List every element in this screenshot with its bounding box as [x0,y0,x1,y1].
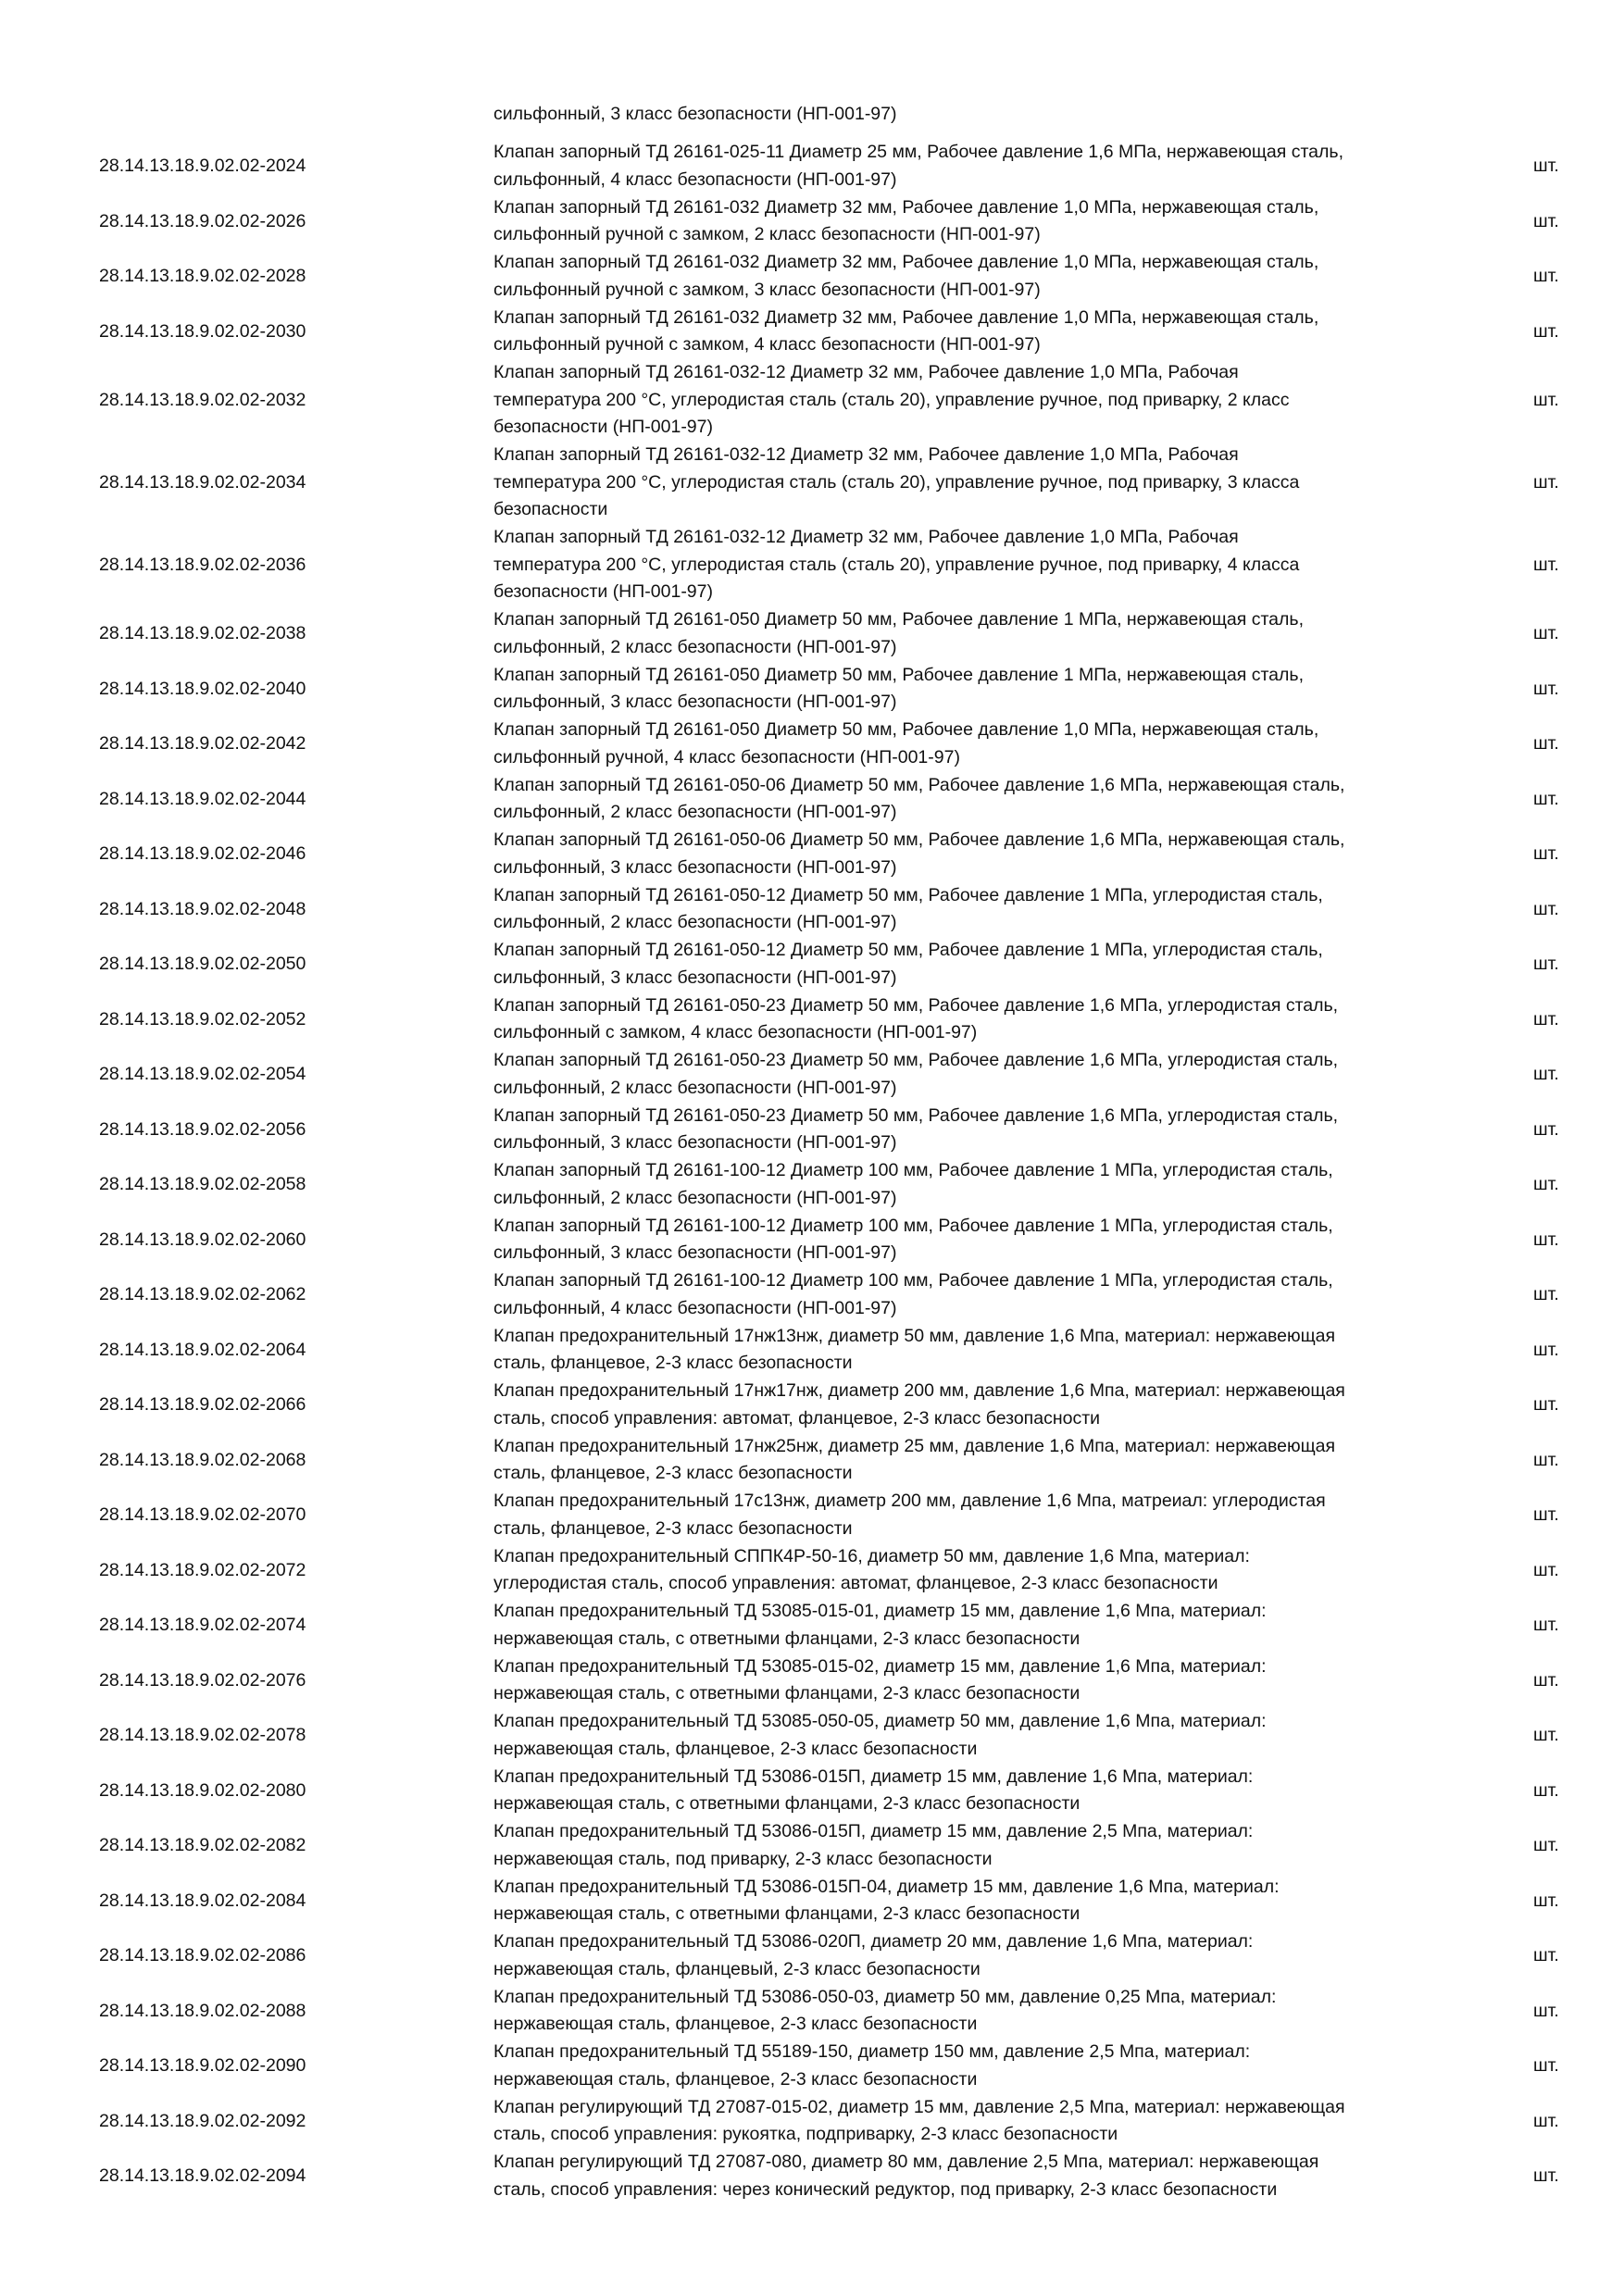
resource-description [493,2149,1493,2203]
unit-of-measure: шт. [1533,1945,1559,1966]
description-line: Клапан запорный ТД 26161-050-06 Диаметр 50 мм, Рабочее давление 1,6 МПа, нержавеющая сталь, [493,774,1345,795]
description-line: углеродистая сталь, способ управления: автомат, фланцевое, 2-3 класс безопасности [493,1573,1218,1593]
resource-description [493,1103,1493,1157]
description-line: Клапан запорный ТД 26161-050 Диаметр 50 мм, Рабочее давление 1 МПа, нержавеющая сталь, [493,664,1304,685]
table-row [0,717,1624,772]
description-line: Клапан запорный ТД 26161-025-11 Диаметр 25 мм, Рабочее давление 1,6 МПа, нержавеющая сталь, [493,142,1343,162]
resource-description [493,1433,1493,1488]
unit-of-measure: шт. [1533,1725,1559,1746]
unit-of-measure: шт. [1533,788,1559,809]
unit-of-measure: шт. [1533,1064,1559,1085]
table-row [0,1047,1624,1103]
description-line: температура 200 °С, углеродистая сталь (сталь 20), управление ручное, под приварку, 3 класса [493,471,1300,493]
description-line: Клапан предохранительный ТД 53086-015П-04, диаметр 15 мм, давление 1,6 Мпа, материал: [493,1876,1280,1897]
resource-description [493,937,1493,992]
description-line: Клапан предохранительный ТД 53085-050-05, диаметр 50 мм, давление 1,6 Мпа, материал: [493,1711,1267,1731]
continuation-description: сильфонный, 3 класс безопасности (НП-001-97) [493,104,897,124]
description-line: нержавеющая сталь, фланцевое, 2-3 класс безопасности [493,2068,978,2090]
resource-description [493,1267,1493,1322]
resource-code: 28.14.13.18.9.02.02-2058 [99,1174,306,1195]
description-line: Клапан предохранительный СППК4Р-50-16, диаметр 50 мм, давление 1,6 Мпа, материал: [493,1545,1250,1566]
unit-of-measure: шт. [1533,623,1559,644]
resource-code: 28.14.13.18.9.02.02-2074 [99,1615,306,1636]
resource-description [493,2039,1493,2093]
resource-code: 28.14.13.18.9.02.02-2086 [99,1945,306,1966]
resource-code: 28.14.13.18.9.02.02-2076 [99,1669,306,1691]
description-line: нержавеющая сталь, с ответными фланцами, 2-3 класс безопасности [493,1903,1081,1924]
unit-of-measure: шт. [1533,390,1559,410]
resource-code: 28.14.13.18.9.02.02-2060 [99,1229,306,1250]
description-line: сильфонный, 2 класс безопасности (НП-001-97) [493,1187,897,1208]
resource-code: 28.14.13.18.9.02.02-2054 [99,1064,306,1085]
resource-code: 28.14.13.18.9.02.02-2042 [99,733,306,755]
resource-code: 28.14.13.18.9.02.02-2048 [99,898,306,919]
unit-of-measure: шт. [1533,210,1559,231]
table-row [0,442,1624,524]
table-row [0,1323,1624,1379]
resource-description [493,1378,1493,1432]
table-row [0,1157,1624,1213]
description-line: нержавеющая сталь, фланцевый, 2-3 класс безопасности [493,1958,981,1979]
description-line: температура 200 °С, углеродистая сталь (сталь 20), управление ручное, под приварку, 2 класс [493,389,1290,410]
table-row [0,2094,1624,2150]
table-row [0,606,1624,662]
resource-code: 28.14.13.18.9.02.02-2056 [99,1118,306,1140]
unit-of-measure: шт. [1533,1559,1559,1580]
table-row [0,359,1624,442]
description-line: сильфонный с замком, 4 класс безопасности (НП-001-97) [493,1022,978,1042]
table-row [0,1488,1624,1543]
table-row [0,194,1624,250]
resource-description [493,1874,1493,1928]
description-line: Клапан запорный ТД 26161-050-23 Диаметр 50 мм, Рабочее давление 1,6 МПа, углеродистая сталь, [493,1050,1339,1070]
description-line: Клапан предохранительный ТД 53086-015П, диаметр 15 мм, давление 2,5 Мпа, материал: [493,1821,1254,1841]
table-row [0,1928,1624,1984]
table-row [0,1103,1624,1158]
unit-of-measure: шт. [1533,733,1559,755]
resource-description [493,882,1493,937]
resource-description [493,1818,1493,1873]
unit-of-measure: шт. [1533,954,1559,975]
unit-of-measure: шт. [1533,1284,1559,1305]
resource-code: 28.14.13.18.9.02.02-2044 [99,788,306,809]
description-line: сталь, способ управления: рукоятка, подприварку, 2-3 класс безопасности [493,2124,1118,2144]
description-line: сильфонный, 3 класс безопасности (НП-001-97) [493,1242,897,1263]
table-row [0,524,1624,606]
description-line: Клапан запорный ТД 26161-100-12 Диаметр 100 мм, Рабочее давление 1 МПа, углеродистая сталь, [493,1270,1333,1291]
description-line: сильфонный, 3 класс безопасности (НП-001-97) [493,692,897,712]
unit-of-measure: шт. [1533,156,1559,177]
table-row [0,1653,1624,1709]
description-line: Клапан запорный ТД 26161-050 Диаметр 50 мм, Рабочее давление 1,0 МПа, нержавеющая сталь, [493,719,1319,740]
unit-of-measure: шт. [1533,843,1559,865]
resource-code: 28.14.13.18.9.02.02-2080 [99,1779,306,1801]
table-row [0,2149,1624,2204]
description-line: Клапан предохранительный ТД 53086-050-03, диаметр 50 мм, давление 0,25 Мпа, материал: [493,1986,1277,2007]
description-line: Клапан запорный ТД 26161-050-12 Диаметр 50 мм, Рабочее давление 1 МПа, углеродистая сталь, [493,884,1323,905]
table-row [0,1433,1624,1489]
table-row [0,1213,1624,1268]
description-line: безопасности (НП-001-97) [493,581,713,602]
unit-of-measure: шт. [1533,472,1559,493]
unit-of-measure: шт. [1533,1394,1559,1416]
description-line: сильфонный ручной, 4 класс безопасности (НП-001-97) [493,746,960,767]
resource-description [493,1488,1493,1542]
description-line: Клапан запорный ТД 26161-032-12 Диаметр 32 мм, Рабочее давление 1,0 МПа, Рабочая [493,444,1239,465]
unit-of-measure: шт. [1533,555,1559,575]
resource-code: 28.14.13.18.9.02.02-2030 [99,320,306,342]
unit-of-measure: шт. [1533,1229,1559,1250]
resource-description [493,442,1493,524]
description-line: Клапан предохранительный 17с13нж, диаметр 200 мм, давление 1,6 Мпа, матреиал: углеродистая [493,1491,1326,1511]
resource-code: 28.14.13.18.9.02.02-2038 [99,623,306,644]
resource-description [493,1598,1493,1653]
unit-of-measure: шт. [1533,1118,1559,1140]
resource-description [493,1928,1493,1983]
resource-code: 28.14.13.18.9.02.02-2068 [99,1449,306,1470]
table-row [0,827,1624,882]
resource-code: 28.14.13.18.9.02.02-2046 [99,843,306,865]
description-line: нержавеющая сталь, фланцевое, 2-3 класс безопасности [493,2014,978,2034]
description-line: нержавеющая сталь, под приварку, 2-3 класс безопасности [493,1848,993,1869]
unit-of-measure: шт. [1533,1890,1559,1911]
table-row [0,1874,1624,1929]
resource-description [493,249,1493,304]
description-line: сильфонный, 4 класс безопасности (НП-001-97) [493,1297,897,1318]
table-row [0,992,1624,1048]
resource-description [493,359,1493,442]
unit-of-measure: шт. [1533,2110,1559,2131]
resource-description [493,524,1493,606]
unit-of-measure: шт. [1533,1669,1559,1691]
resource-code: 28.14.13.18.9.02.02-2052 [99,1008,306,1029]
description-line: Клапан запорный ТД 26161-032 Диаметр 32 мм, Рабочее давление 1,0 МПа, нержавеющая сталь, [493,252,1319,272]
unit-of-measure: шт. [1533,1174,1559,1195]
resource-code: 28.14.13.18.9.02.02-2024 [99,156,306,177]
resource-description [493,1543,1493,1598]
description-line: сильфонный, 2 класс безопасности (НП-001-97) [493,1077,897,1098]
description-line: сильфонный ручной с замком, 2 класс безопасности (НП-001-97) [493,224,1041,244]
unit-of-measure: шт. [1533,2055,1559,2077]
table-row [0,139,1624,194]
description-line: сильфонный, 4 класс безопасности (НП-001-97) [493,168,897,190]
description-line: нержавеющая сталь, фланцевое, 2-3 класс безопасности [493,1738,978,1759]
table-row [0,1708,1624,1764]
table-row [0,2039,1624,2094]
description-line: температура 200 °С, углеродистая сталь (сталь 20), управление ручное, под приварку, 4 класса [493,554,1300,575]
resource-description [493,139,1493,193]
unit-of-measure: шт. [1533,266,1559,287]
description-line: Клапан запорный ТД 26161-100-12 Диаметр 100 мм, Рабочее давление 1 МПа, углеродистая сталь, [493,1160,1333,1180]
description-line: сильфонный ручной с замком, 3 класс безопасности (НП-001-97) [493,279,1041,300]
description-line: Клапан предохранительный ТД 53085-015-01, диаметр 15 мм, давление 1,6 Мпа, материал: [493,1601,1267,1621]
resource-code: 28.14.13.18.9.02.02-2072 [99,1559,306,1580]
description-line: Клапан запорный ТД 26161-050-06 Диаметр 50 мм, Рабочее давление 1,6 МПа, нержавеющая сталь, [493,830,1345,850]
unit-of-measure: шт. [1533,678,1559,699]
table-row [0,1818,1624,1874]
description-line: Клапан запорный ТД 26161-032-12 Диаметр 32 мм, Рабочее давление 1,0 МПа, Рабочая [493,527,1239,547]
resource-code: 28.14.13.18.9.02.02-2036 [99,555,306,575]
description-line: сталь, фланцевое, 2-3 класс безопасности [493,1517,853,1539]
resource-code: 28.14.13.18.9.02.02-2088 [99,2000,306,2021]
table-row [0,1984,1624,2040]
description-line: сильфонный, 2 класс безопасности (НП-001-97) [493,636,897,657]
resource-description [493,194,1493,249]
description-line: безопасности (НП-001-97) [493,417,713,437]
unit-of-measure: шт. [1533,1835,1559,1856]
resource-description [493,1764,1493,1818]
description-line: сталь, способ управления: автомат, фланцевое, 2-3 класс безопасности [493,1407,1101,1429]
description-line: сталь, фланцевое, 2-3 класс безопасности [493,1463,853,1483]
resource-code: 28.14.13.18.9.02.02-2040 [99,678,306,699]
description-line: нержавеющая сталь, с ответными фланцами, 2-3 класс безопасности [493,1628,1081,1649]
resource-code: 28.14.13.18.9.02.02-2078 [99,1725,306,1746]
description-line: Клапан предохранительный ТД 53086-020П, диаметр 20 мм, давление 1,6 Мпа, материал: [493,1931,1254,1952]
resource-code: 28.14.13.18.9.02.02-2094 [99,2165,306,2187]
unit-of-measure: шт. [1533,1449,1559,1470]
description-line: Клапан предохранительный 17нж17нж, диаметр 200 мм, давление 1,6 Мпа, материал: нержавеющая [493,1380,1345,1401]
resource-code: 28.14.13.18.9.02.02-2092 [99,2110,306,2131]
description-line: Клапан запорный ТД 26161-032 Диаметр 32 мм, Рабочее давление 1,0 МПа, нержавеющая сталь, [493,196,1319,218]
table-row [0,1764,1624,1819]
description-line: безопасности [493,499,608,519]
description-line: Клапан запорный ТД 26161-032-12 Диаметр 32 мм, Рабочее давление 1,0 МПа, Рабочая [493,362,1239,382]
resource-description [493,1653,1493,1708]
description-line: сталь, способ управления: через конический редуктор, под приварку, 2-3 класс безопасности [493,2178,1278,2200]
resource-code: 28.14.13.18.9.02.02-2066 [99,1394,306,1416]
description-line: сильфонный, 3 класс безопасности (НП-001-97) [493,1132,897,1153]
table-row [0,882,1624,938]
description-line: Клапан предохранительный ТД 53086-015П, диаметр 15 мм, давление 1,6 Мпа, материал: [493,1766,1254,1787]
description-line: Клапан запорный ТД 26161-050-12 Диаметр 50 мм, Рабочее давление 1 МПа, углеродистая сталь, [493,940,1323,960]
unit-of-measure: шт. [1533,2000,1559,2021]
resource-code: 28.14.13.18.9.02.02-2062 [99,1284,306,1305]
unit-of-measure: шт. [1533,1615,1559,1636]
unit-of-measure: шт. [1533,898,1559,919]
resource-code: 28.14.13.18.9.02.02-2032 [99,390,306,410]
resource-description [493,1047,1493,1102]
resource-description [493,606,1493,661]
table-row [0,1267,1624,1323]
resource-description [493,717,1493,771]
resource-code: 28.14.13.18.9.02.02-2050 [99,954,306,975]
unit-of-measure: шт. [1533,1008,1559,1029]
unit-of-measure: шт. [1533,320,1559,342]
resource-description [493,1984,1493,2039]
resource-code: 28.14.13.18.9.02.02-2090 [99,2055,306,2077]
table-row [0,1598,1624,1653]
unit-of-measure: шт. [1533,1504,1559,1526]
description-line: Клапан предохранительный 17нж25нж, диаметр 25 мм, давление 1,6 Мпа, материал: нержавеющая [493,1435,1336,1456]
description-line: сталь, фланцевое, 2-3 класс безопасности [493,1353,853,1373]
resource-description [493,1708,1493,1763]
resource-description [493,827,1493,881]
description-line: Клапан предохранительный ТД 53085-015-02, диаметр 15 мм, давление 1,6 Мпа, материал: [493,1655,1267,1677]
description-line: Клапан запорный ТД 26161-050 Диаметр 50 мм, Рабочее давление 1 МПа, нержавеющая сталь, [493,609,1304,630]
description-line: сильфонный, 3 класс безопасности (НП-001-97) [493,967,897,988]
table-row [0,1543,1624,1599]
resource-description [493,1323,1493,1378]
description-line: Клапан регулирующий ТД 27087-080, диаметр 80 мм, давление 2,5 Мпа, материал: нержавеющая [493,2152,1319,2172]
resource-description [493,1157,1493,1212]
resource-description [493,662,1493,717]
description-line: Клапан запорный ТД 26161-100-12 Диаметр 100 мм, Рабочее давление 1 МПа, углеродистая сталь, [493,1215,1333,1236]
unit-of-measure: шт. [1533,1779,1559,1801]
description-line: сильфонный, 2 класс безопасности (НП-001-97) [493,912,897,932]
table-row [0,772,1624,828]
resource-description [493,305,1493,359]
description-line: сильфонный ручной с замком, 4 класс безопасности (НП-001-97) [493,334,1041,355]
table-row [0,937,1624,992]
table-row [0,662,1624,718]
resource-code: 28.14.13.18.9.02.02-2064 [99,1339,306,1360]
resource-code: 28.14.13.18.9.02.02-2034 [99,472,306,493]
resource-code: 28.14.13.18.9.02.02-2028 [99,266,306,287]
table-row [0,249,1624,305]
description-line: Клапан предохранительный ТД 55189-150, диаметр 150 мм, давление 2,5 Мпа, материал: [493,2041,1251,2062]
resource-code: 28.14.13.18.9.02.02-2084 [99,1890,306,1911]
resource-description [493,2094,1493,2149]
resource-description [493,992,1493,1047]
resource-code: 28.14.13.18.9.02.02-2026 [99,210,306,231]
resource-code: 28.14.13.18.9.02.02-2082 [99,1835,306,1856]
description-line: сильфонный, 3 класс безопасности (НП-001-97) [493,856,897,878]
resource-code: 28.14.13.18.9.02.02-2070 [99,1504,306,1526]
table-row [0,305,1624,360]
table-row [0,1378,1624,1433]
unit-of-measure: шт. [1533,2165,1559,2187]
description-line: Клапан предохранительный 17нж13нж, диаметр 50 мм, давление 1,6 Мпа, материал: нержавеющая [493,1325,1336,1346]
description-line: нержавеющая сталь, с ответными фланцами, 2-3 класс безопасности [493,1683,1081,1703]
description-line: нержавеющая сталь, с ответными фланцами, 2-3 класс безопасности [493,1793,1081,1814]
description-line: Клапан запорный ТД 26161-050-23 Диаметр 50 мм, Рабочее давление 1,6 МПа, углеродистая сталь, [493,1104,1339,1126]
resource-description [493,772,1493,827]
resource-description [493,1213,1493,1267]
description-line: Клапан запорный ТД 26161-050-23 Диаметр 50 мм, Рабочее давление 1,6 МПа, углеродистая сталь, [493,994,1339,1016]
description-line: Клапан регулирующий ТД 27087-015-02, диаметр 15 мм, давление 2,5 Мпа, материал: нержавеющая [493,2096,1345,2117]
unit-of-measure: шт. [1533,1339,1559,1360]
description-line: Клапан запорный ТД 26161-032 Диаметр 32 мм, Рабочее давление 1,0 МПа, нержавеющая сталь, [493,306,1319,328]
description-line: сильфонный, 2 класс безопасности (НП-001-97) [493,802,897,822]
